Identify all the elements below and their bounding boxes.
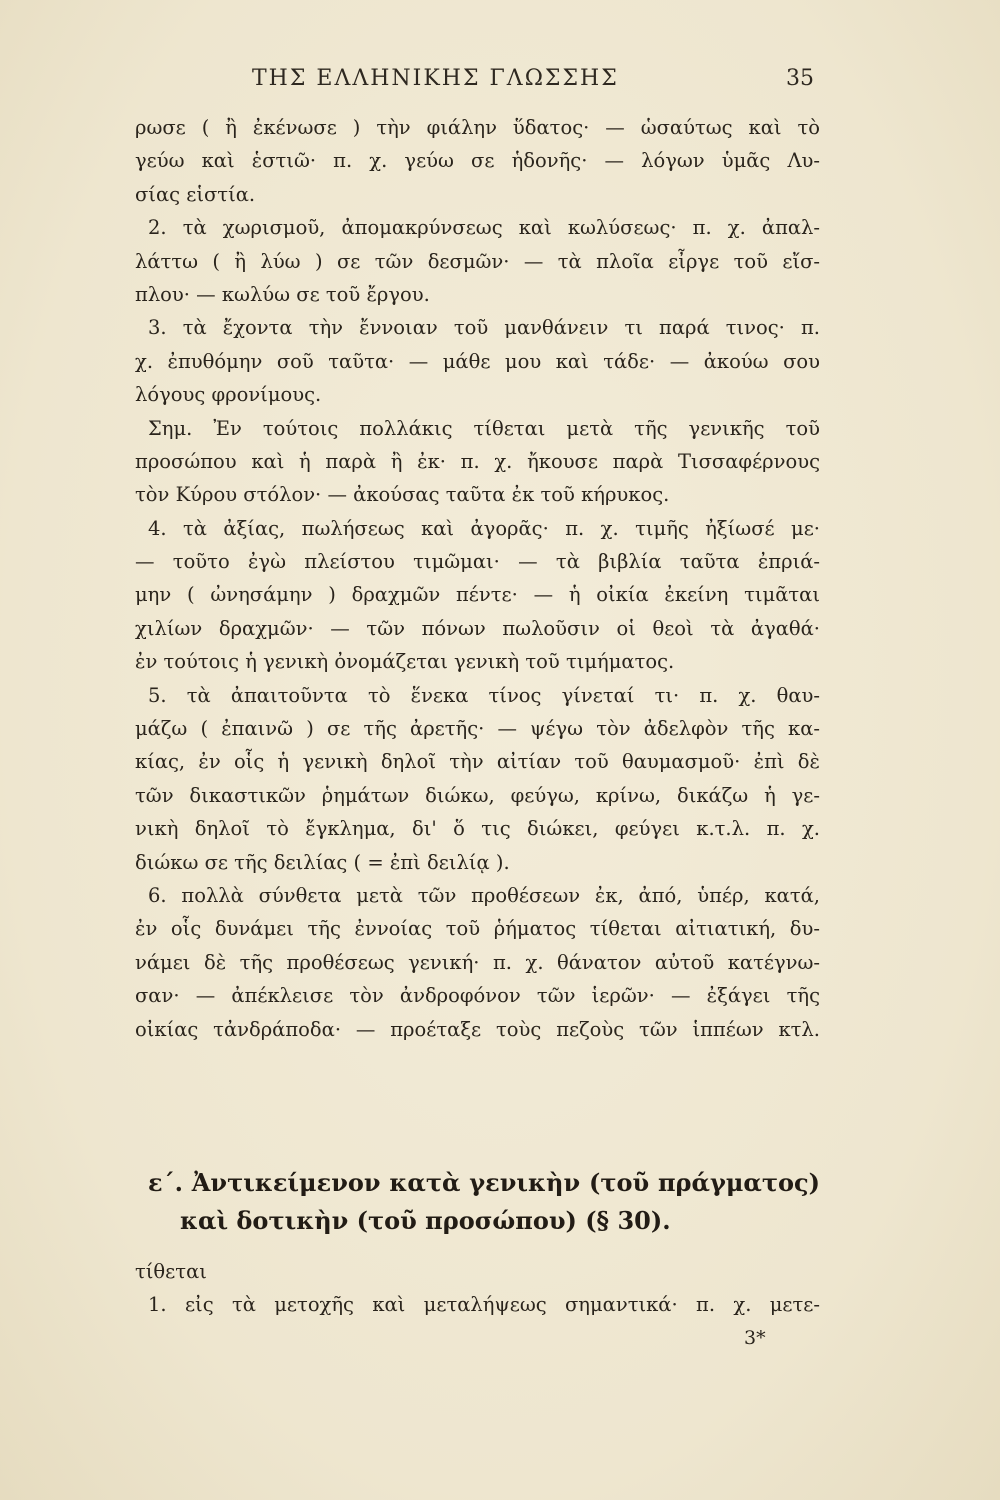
text-line: προσώπου καὶ ἡ παρὰ ἢ ἐκ· π. χ. ἤκουσε παρὰ Τισσαφέρνους xyxy=(135,449,820,473)
text-line: λάττω ( ἢ λύω ) σε τῶν δεσμῶν· — τὰ πλοῖα εἶργε τοῦ εἴσ- xyxy=(135,249,820,273)
section-heading xyxy=(148,1164,820,1240)
text-line: πλου· — κωλύω σε τοῦ ἔργου. xyxy=(135,282,430,306)
text-line: χιλίων δραχμῶν· — τῶν πόνων πωλοῦσιν οἱ θεοὶ τὰ ἀγαθά· xyxy=(135,616,820,640)
text-line: τῶν δικαστικῶν ῥημάτων διώκω, φεύγω, κρίνω, δικάζω ἡ γε- xyxy=(135,783,820,807)
text-line: νάμει δὲ τῆς προθέσεως γενική· π. χ. θάνατον αὐτοῦ κατέγνω- xyxy=(135,950,820,974)
text-line: μην ( ὠνησάμην ) δραχμῶν πέντε· — ἡ οἰκία ἐκείνη τιμᾶται xyxy=(135,583,820,607)
section-heading-line: καὶ δοτικὴν (τοῦ προσώπου) (§ 30). xyxy=(180,1206,671,1235)
text-line: τὸν Κύρου στόλον· — ἀκούσας ταῦτα ἐκ τοῦ κήρυκος. xyxy=(135,483,670,507)
text-line: 3. τὰ ἔχοντα τὴν ἔννοιαν τοῦ μανθάνειν τι παρά τινος· π. xyxy=(148,316,820,340)
text-line: 6. πολλὰ σύνθετα μετὰ τῶν προθέσεων ἐκ, ἀπό, ὑπέρ, κατά, xyxy=(148,883,820,907)
text-line: — τοῦτο ἐγὼ πλείστου τιμῶμαι· — τὰ βιβλία ταῦτα ἐπριά- xyxy=(135,550,820,574)
text-line: Σημ. Ἐν τούτοις πολλάκις τίθεται μετὰ τῆς γενικῆς τοῦ xyxy=(148,416,820,440)
text-line: σαν· — ἀπέκλεισε τὸν ἀνδροφόνον τῶν ἱερῶν· — ἐξάγει τῆς xyxy=(135,984,820,1008)
text-line: 1. εἰς τὰ μετοχῆς καὶ μεταλήψεως σημαντικά· π. χ. μετε- xyxy=(148,1293,820,1317)
section-heading-line: ε΄. Ἀντικείμενον κατὰ γενικὴν (τοῦ πράγματος) xyxy=(148,1168,820,1197)
section-body xyxy=(135,1255,820,1322)
text-line: ἐν οἷς δυνάμει τῆς ἐννοίας τοῦ ῥήματος τίθεται αἰτιατική, δυ- xyxy=(135,917,820,941)
text-line: σίας εἱστία. xyxy=(135,182,256,206)
text-line: μάζω ( ἐπαινῶ ) σε τῆς ἀρετῆς· — ψέγω τὸν ἀδελφὸν τῆς κα- xyxy=(135,717,820,741)
signature-mark: 3* xyxy=(744,1327,766,1349)
text-line: γεύω καὶ ἑστιῶ· π. χ. γεύω σε ἡδονῆς· — λόγων ὑμᾶς Λυ- xyxy=(135,149,820,173)
text-line: διώκω σε τῆς δειλίας ( = ἐπὶ δειλίᾳ ). xyxy=(135,850,510,874)
text-line: ἐν τούτοις ἡ γενικὴ ὀνομάζεται γενικὴ τοῦ τιμήματος. xyxy=(135,650,675,674)
text-line: 2. τὰ χωρισμοῦ, ἀπομακρύνσεως καὶ κωλύσεως· π. χ. ἀπαλ- xyxy=(148,216,820,240)
text-line: 5. τὰ ἀπαιτοῦντα τὸ ἕνεκα τίνος γίνεταί τι· π. χ. θαυ- xyxy=(148,683,820,707)
text-line: νικὴ δηλοῖ τὸ ἔγκλημα, δι' ὅ τις διώκει, φεύγει κ.τ.λ. π. χ. xyxy=(135,817,820,841)
text-line: χ. ἐπυθόμην σοῦ ταῦτα· — μάθε μου καὶ τάδε· — ἀκούω σου xyxy=(135,349,820,373)
text-line: οἰκίας τἀνδράποδα· — προέταξε τοὺς πεζοὺς τῶν ἱππέων κτλ. xyxy=(135,1017,820,1041)
running-head: ΤΗΣ ΕΛΛΗΝΙΚΗΣ ΓΛΩΣΣΗΣ xyxy=(252,66,619,91)
text-line: 4. τὰ ἀξίας, πωλήσεως καὶ ἀγορᾶς· π. χ. τιμῆς ἠξίωσέ με· xyxy=(148,516,820,540)
text-line: ρωσε ( ἢ ἐκένωσε ) τὴν φιάλην ὕδατος· — ὡσαύτως καὶ τὸ xyxy=(135,116,820,139)
text-line: λόγους φρονίμους. xyxy=(135,383,322,407)
text-line: τίθεται xyxy=(135,1260,207,1283)
body-text xyxy=(135,111,820,1046)
page-number: 35 xyxy=(786,66,814,91)
text-line: κίας, ἐν οἷς ἡ γενικὴ δηλοῖ τὴν αἰτίαν τοῦ θαυμασμοῦ· ἐπὶ δὲ xyxy=(135,750,820,774)
